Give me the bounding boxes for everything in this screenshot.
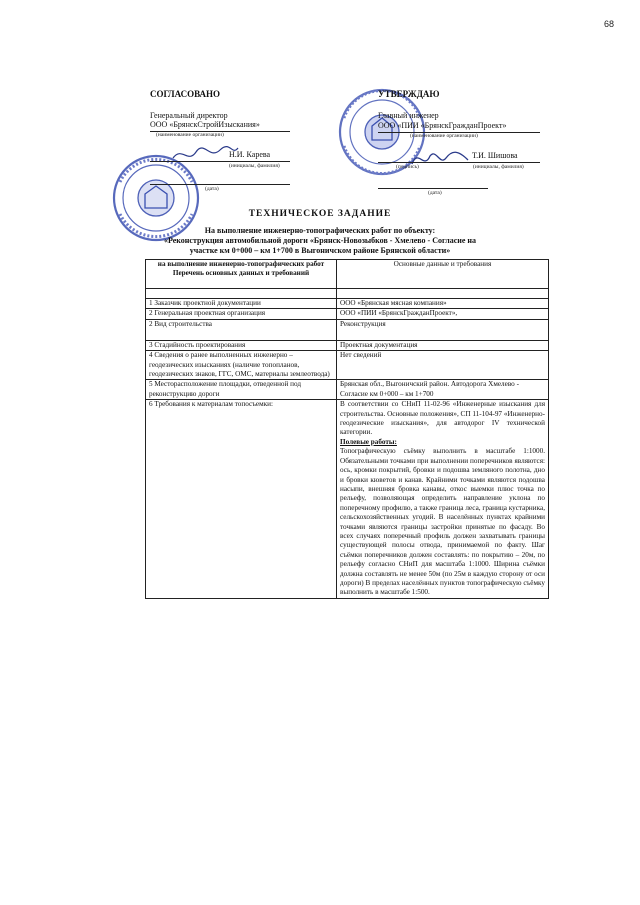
row-label: 5 Месторасположение площадки, отведенной под реконструкцию дороги xyxy=(146,380,337,400)
table-row xyxy=(146,351,549,380)
header-left: на выполнение инженерно-топографических работ Перечень основных данных и требований xyxy=(146,260,337,289)
subtitle-line-2: «Реконструкция автомобильной дороги «Брянск-Новозыбков - Хмелево - Согласие на xyxy=(163,236,477,245)
right-organization: ООО «ПИИ «БрянскГражданПроект» xyxy=(378,121,507,130)
right-heading: УТВЕРЖДАЮ xyxy=(378,89,440,99)
table-row xyxy=(146,289,549,299)
row-value: ООО «Брянская мясная компания» xyxy=(337,299,549,309)
row-value: Реконструкция xyxy=(337,319,549,340)
subtitle-line-1: На выполнение инженерно-топографических работ по объекту: xyxy=(204,226,436,235)
row-value-requirements xyxy=(337,400,549,599)
left-date-caption: (дата) xyxy=(205,186,219,192)
row-label: 4 Сведения о ранее выполненных инженерно – геодезических изысканиях (наличие топопланов, геодезических знаков, ГГС, ОМС, материалы землеотвода) xyxy=(146,351,337,380)
left-org-caption: (наименование организации) xyxy=(156,132,224,138)
header-right: Основные данные и требования xyxy=(337,260,549,289)
left-organization: ООО «БрянскСтройИзыскания» xyxy=(150,120,260,129)
row-value: ООО «ПИИ «БрянскГражданПроект», xyxy=(337,309,549,319)
row-value: Брянская обл., Выгоничский район. Автодорога Хмелево - Согласие км 0+000 – км 1+700 xyxy=(337,380,549,400)
requirements-intro: В соответствии со СНиП 11-02-96 «Инженерные изыскания для строительства. Основные положения», СП 11-104-97 «Инженерно-геодезические изыскания», для автодорог IV технической категории. xyxy=(340,400,545,437)
row-label: 2 Вид строительства xyxy=(146,319,337,340)
right-date-caption: (дата) xyxy=(428,190,442,196)
field-work-text: Топографическую съёмку выполнить в масштабе 1:1000. Обязательными точками при выполнении поперечников являются: ось, кромки покрытий, бровки и подошва земляного полотна, дно и бровки кюветов и канав. Крайними точками являются подошва насыпи, внешняя бровка канавы, откос выемки плюс точка по рельефу, позволяющая определить направление уклона по поперечному профилю, а также граница леса, граница кустарника, сельскохозяйственных угодий. В населённых пунктах крайними точками являются границы застройки принятые по фасаду. Во всех случаях поперечный профиль должен захватывать границы существующей полосы отвода, принимаемой по факту. Шаг съёмки поперечников должен составлять: по покрытию – 20м, по рельефу согласно СНиП для масштаба 1:1000. Ширина съёмки должна составлять не менее 50м (по 25м в каждую сторону от оси дороги) В пределах населённых пунктов топографическую съёмку выполнить в масштабе 1:500. xyxy=(340,447,545,597)
table-row xyxy=(146,380,549,400)
table-row xyxy=(146,299,549,309)
table-row xyxy=(146,400,549,599)
requirements-table xyxy=(145,259,549,599)
table-row xyxy=(146,319,549,340)
right-name-caption: (инициалы, фамилия) xyxy=(473,164,524,170)
page-number: 68 xyxy=(604,19,615,29)
row-value: Проектная документация xyxy=(337,340,549,350)
left-name: Н.И. Карева xyxy=(229,150,271,159)
subtitle-line-3: участке км 0+000 – км 1+700 в Выгоничском районе Брянской области» xyxy=(189,246,451,255)
signature-right xyxy=(410,146,470,172)
left-name-caption: (инициалы, фамилия) xyxy=(229,163,280,169)
document-title: ТЕХНИЧЕСКОЕ ЗАДАНИЕ xyxy=(248,209,392,219)
table-row xyxy=(146,309,549,319)
right-position: Главный инженер xyxy=(378,111,439,120)
row-label: 1 Заказчик проектной документации xyxy=(146,299,337,309)
table-header-row xyxy=(146,260,549,289)
row-label: 2 Генеральная проектная организация xyxy=(146,309,337,319)
left-position: Генеральный директор xyxy=(150,111,228,120)
right-org-caption: (наименование организации) xyxy=(410,133,478,139)
field-work-heading: Полевые работы: xyxy=(340,437,397,446)
right-name: Т.И. Шишова xyxy=(472,151,518,160)
row-label: 6 Требования к материалам топосъемки: xyxy=(146,400,337,599)
table-row xyxy=(146,340,549,350)
row-value: Нет сведений xyxy=(337,351,549,380)
left-heading: СОГЛАСОВАНО xyxy=(150,89,221,99)
row-label: 3 Стадийность проектирования xyxy=(146,340,337,350)
right-signature-caption: (подпись) xyxy=(396,164,419,170)
